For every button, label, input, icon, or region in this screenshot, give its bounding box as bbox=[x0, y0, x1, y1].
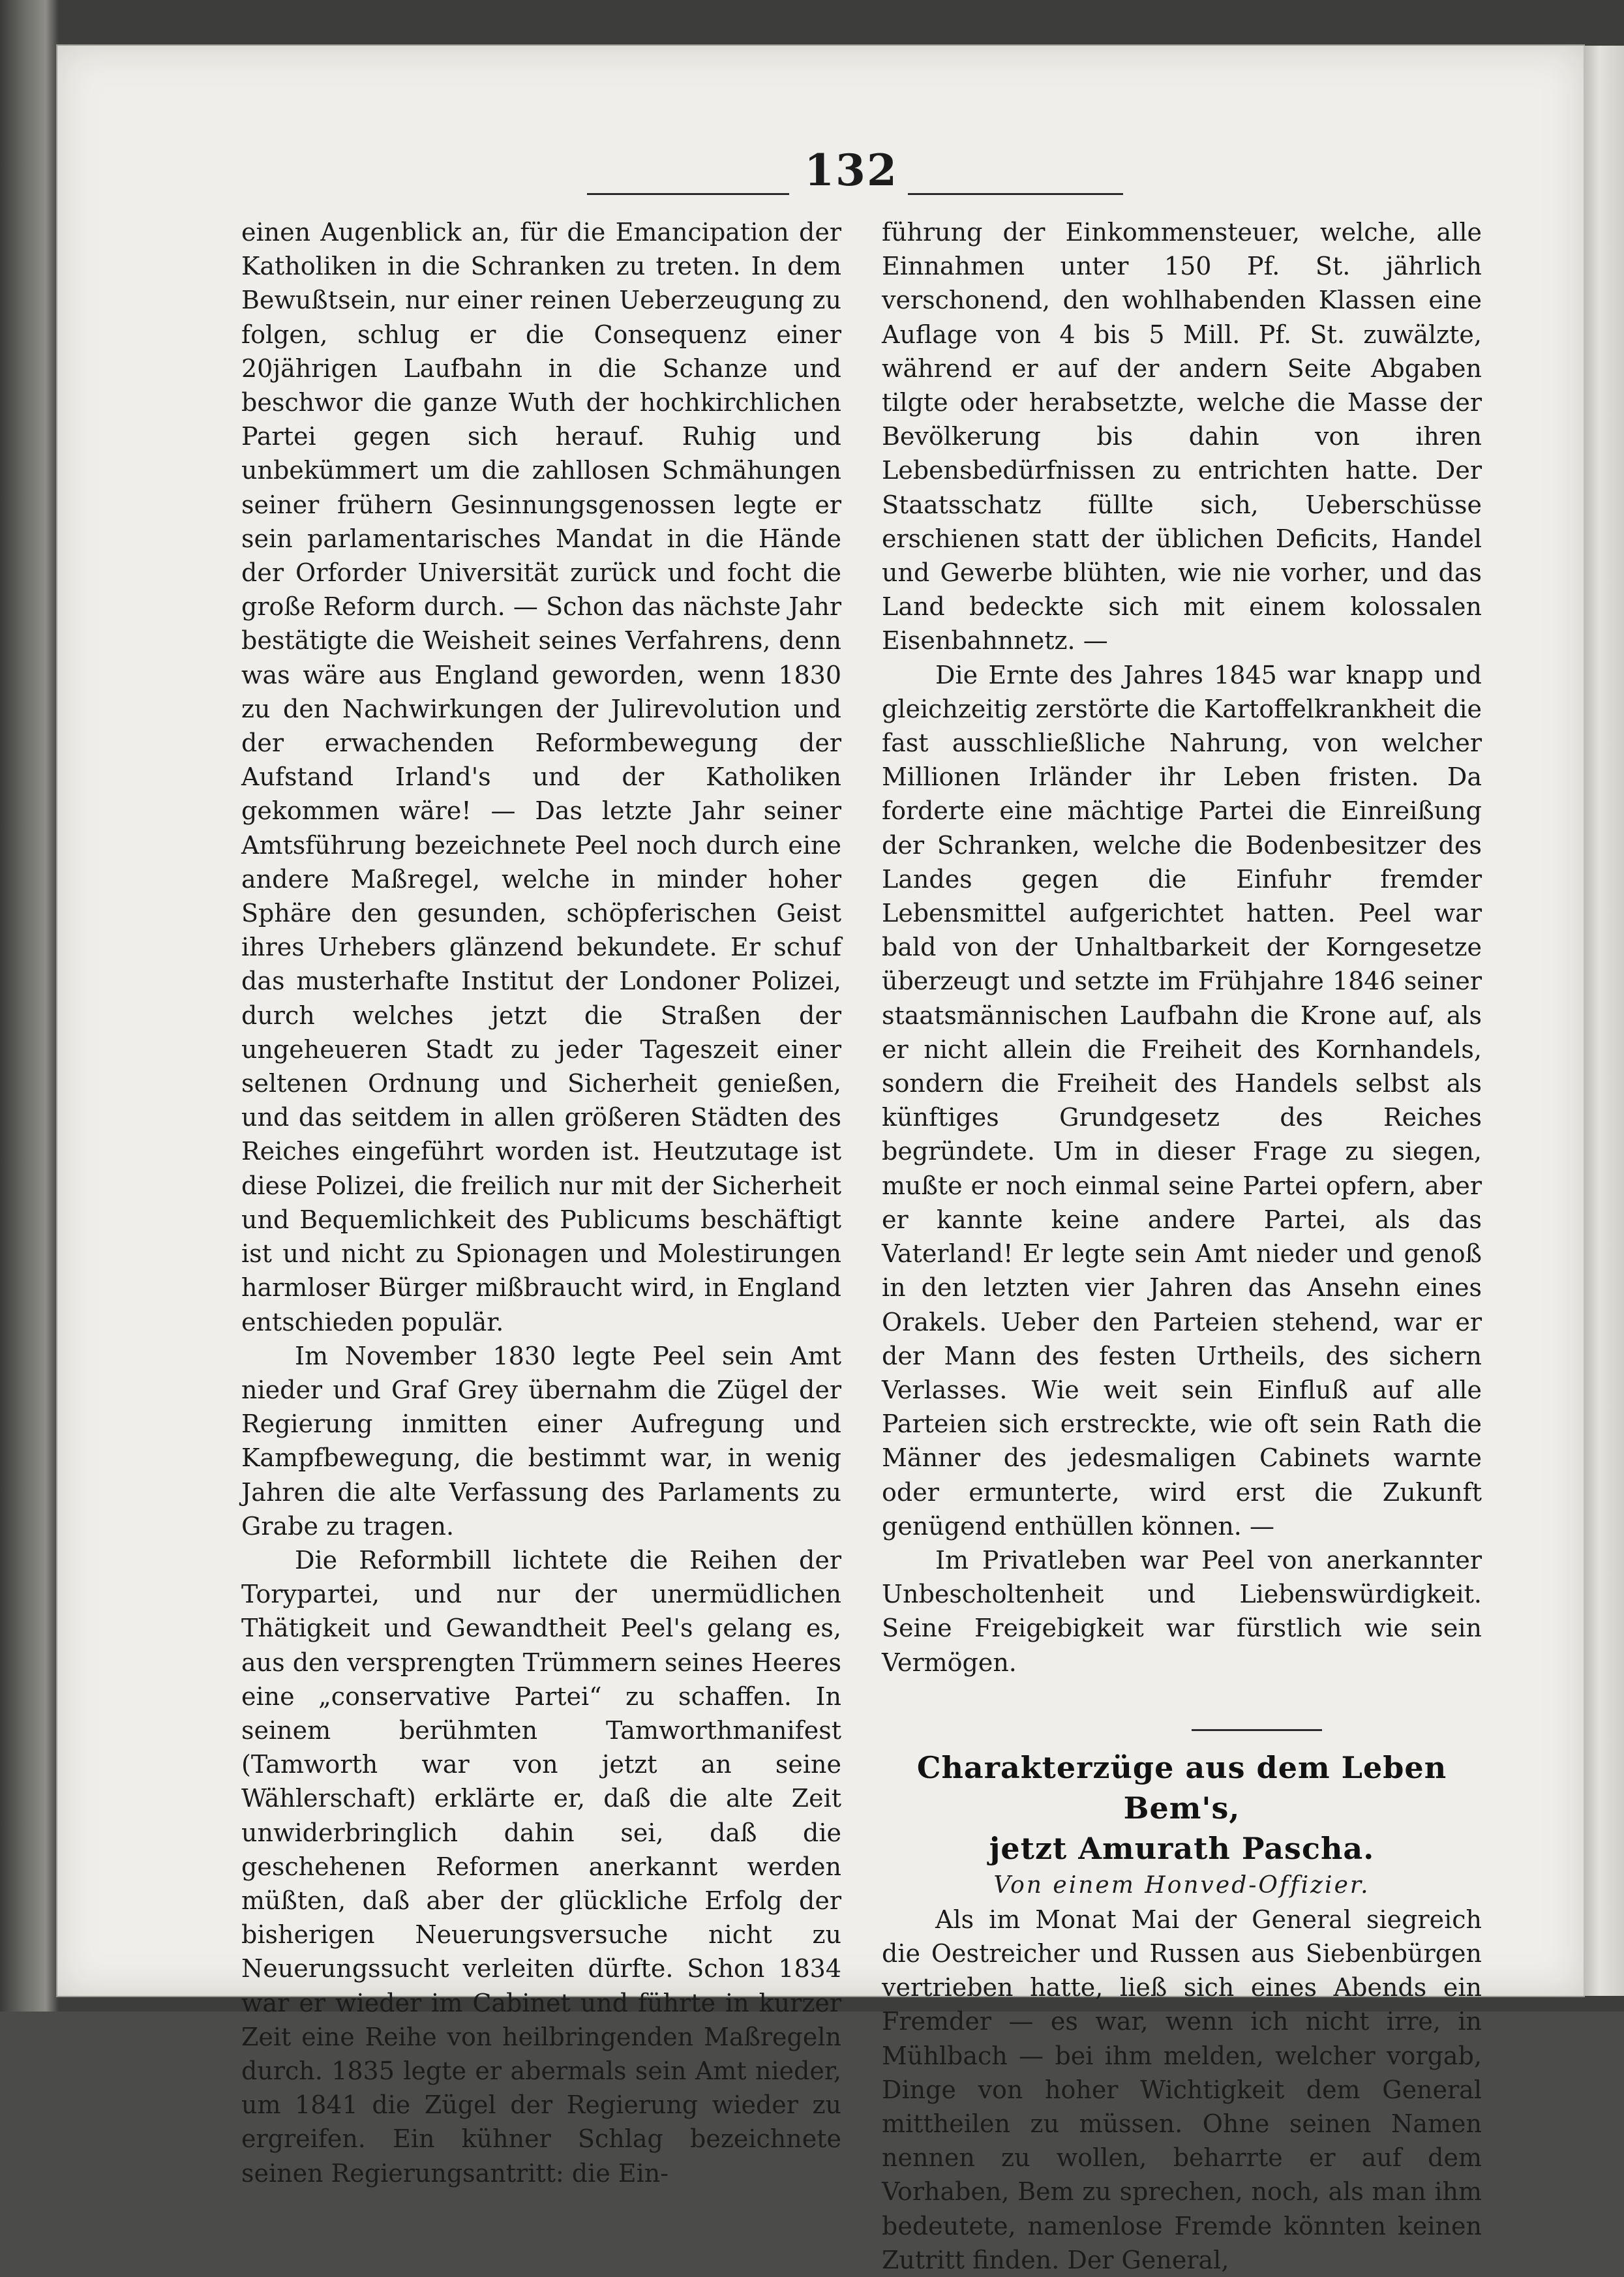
page-number: 132 bbox=[804, 145, 898, 196]
article-title: Charakterzüge aus dem Leben Bem's, bbox=[916, 1749, 1447, 1826]
paragraph: Die Ernte des Jahres 1845 war knapp und gleichzeitig zerstörte die Kartoffelkrankheit die fast ausschließliche Nahrung, von welcher Millionen Irländer ihr Leben fristen. Da forderte eine mächtige Partei die Einreißung der Schranken, welche die Bodenbesitzer des Landes gegen die Einfuhr fremder Lebensmittel aufgerichtet hatten. Peel war bald von der Unhaltbarkeit der Korngesetze überzeugt und setzte im Frühjahre 1846 seiner staatsmännischen Laufbahn die Krone auf, als er nicht allein die Freiheit des Kornhandels, sondern die Freiheit des Handels selbst als künftiges Grundgesetz des Reiches begründete. Um in dieser Frage zu siegen, mußte er noch einmal seine Partei opfern, aber er kannte keine andere Partei, als das Vaterland! Er legte sein Amt nieder und genoß in den letzten vier Jahren das Ansehn eines Orakels. Ueber den Parteien stehend, war er der Mann des festen Urtheils, des sichern Verlasses. Wie weit sein Einfluß auf alle Parteien sich erstreckte, wie oft sein Rath die Männer des jedesmaligen Cabinets warnte oder ermunterte, wird erst die Zukunft genügend enthüllen können. — bbox=[882, 660, 1482, 1541]
paragraph: führung der Einkommensteuer, welche, alle Einnahmen unter 150 Pf. St. jährlich verschonend, den wohlhabenden Klassen eine Auflage von 4 bis 5 Mill. Pf. St. zuwälzte, während er auf der andern Seite Abgaben tilgte oder herabsetzte, welche die Masse der Bevölkerung bis dahin von ihren Lebensbedürfnissen zu entrichten hatte. Der Staatsschatz füllte sich, Ueberschüsse erschienen statt der üblichen Deficits, Handel und Gewerbe blühten, wie nie vorher, und das Land bedeckte sich mit einem kolossalen Eisenbahnnetz. — bbox=[882, 218, 1482, 656]
paragraph: einen Augenblick an, für die Emancipation der Katholiken in die Schranken zu treten. In dem Bewußtsein, nur einer reinen Ueberzeugung zu folgen, schlug er die Consequenz einer 20jährigen Laufbahn in die Schanze und beschwor die ganze Wuth der hochkirchlichen Partei gegen sich herauf. Ruhig und unbekümmert um die zahllosen Schmähungen seiner frühern Gesinnungsgenossen legte er sein parlamentarisches Mandat in die Hände der Orforder Universität zurück und focht die große Reform durch. — Schon das nächste Jahr bestätigte die Weisheit seines Verfahrens, denn was wäre aus England geworden, wenn 1830 zu den Nachwirkungen der Julirevolution und der erwachenden Reformbewegung der Aufstand Irland's und der Katholiken gekommen wäre! — Das letzte Jahr seiner Amtsführung bezeichnete Peel noch durch eine andere Maßregel, welche in minder hoher Sphäre den gesunden, schöpferischen Geist ihres Urhebers glänzend bekundete. Er schuf das musterhafte Institut der Londoner Polizei, durch welches jetzt die Straßen der ungeheueren Stadt zu jeder Tageszeit einer seltenen Ordnung und Sicherheit genießen, und das seitdem in allen größeren Städten des Reiches eingeführt worden ist. Heutzutage ist diese Polizei, die freilich nur mit der Sicherheit und Bequemlichkeit des Publicums beschäftigt ist und nicht zu Spionagen und Molestirungen harmloser Bürger mißbraucht wird, in England entschieden populär. bbox=[241, 218, 841, 1336]
section-divider bbox=[882, 1680, 1482, 1747]
paragraph: Die Reformbill lichtete die Reihen der Torypartei, und nur der unermüdlichen Thätigkeit und Gewandtheit Peel's gelang es, aus den versprengten Trümmern seines Heeres eine „conservative Partei“ zu schaffen. In seinem berühmten Tamworthmanifest (Tamworth war von jetzt an seine Wählerschaft) erklärte er, daß die alte Zeit unwiderbringlich dahin sei, daß die geschehenen Reformen anerkannt werden müßten, daß aber der glückliche Erfolg der bisherigen Neuerungsversuche nicht zu Neuerungssucht verleiten dürfte. Schon 1834 war er wieder im Cabinet und führte in kurzer Zeit eine Reihe von heilbringenden Maßregeln durch. 1835 legte er abermals sein Amt nieder, um 1841 die Zügel der Regierung wieder zu ergreifen. Ein kühner Schlag bezeichnete seinen Regierungsantritt: die Ein- bbox=[241, 1545, 841, 2188]
paragraph: Im Privatleben war Peel von anerkannter Unbescholtenheit und Liebenswürdigkeit. Seine Freigebigkeit war fürstlich wie sein Vermögen. bbox=[882, 1545, 1482, 1677]
left-column bbox=[241, 215, 841, 2190]
article-subtitle: jetzt Amurath Pascha. bbox=[989, 1830, 1375, 1866]
right-column bbox=[882, 215, 1482, 2277]
article-byline: Von einem Honved-Offizier. bbox=[993, 1871, 1370, 1899]
header-rule-left bbox=[587, 193, 789, 195]
paragraph: Im November 1830 legte Peel sein Amt nieder und Graf Grey übernahm die Zügel der Regierung inmitten einer Aufregung und Kampfbewegung, die bestimmt war, in wenig Jahren die alte Verfassung des Parlaments zu Grabe zu tragen. bbox=[241, 1341, 841, 1541]
header-rule-right bbox=[908, 193, 1123, 195]
page-edge bbox=[1584, 46, 1624, 1996]
paragraph: Als im Monat Mai der General siegreich die Oestreicher und Russen aus Siebenbürgen vertrieben hatte, ließ sich eines Abends ein Fremder — es war, wenn ich nicht irre, in Mühlbach — bei ihm melden, welcher vorgab, Dinge von hoher Wichtigkeit dem General mittheilen zu müssen. Ohne seinen Namen nennen zu wollen, beharrte er auf dem Vorhaben, Bem zu sprechen, noch, als man ihm bedeutete, namenlose Fremde könnten keinen Zutritt finden. Der General, bbox=[882, 1905, 1482, 2274]
